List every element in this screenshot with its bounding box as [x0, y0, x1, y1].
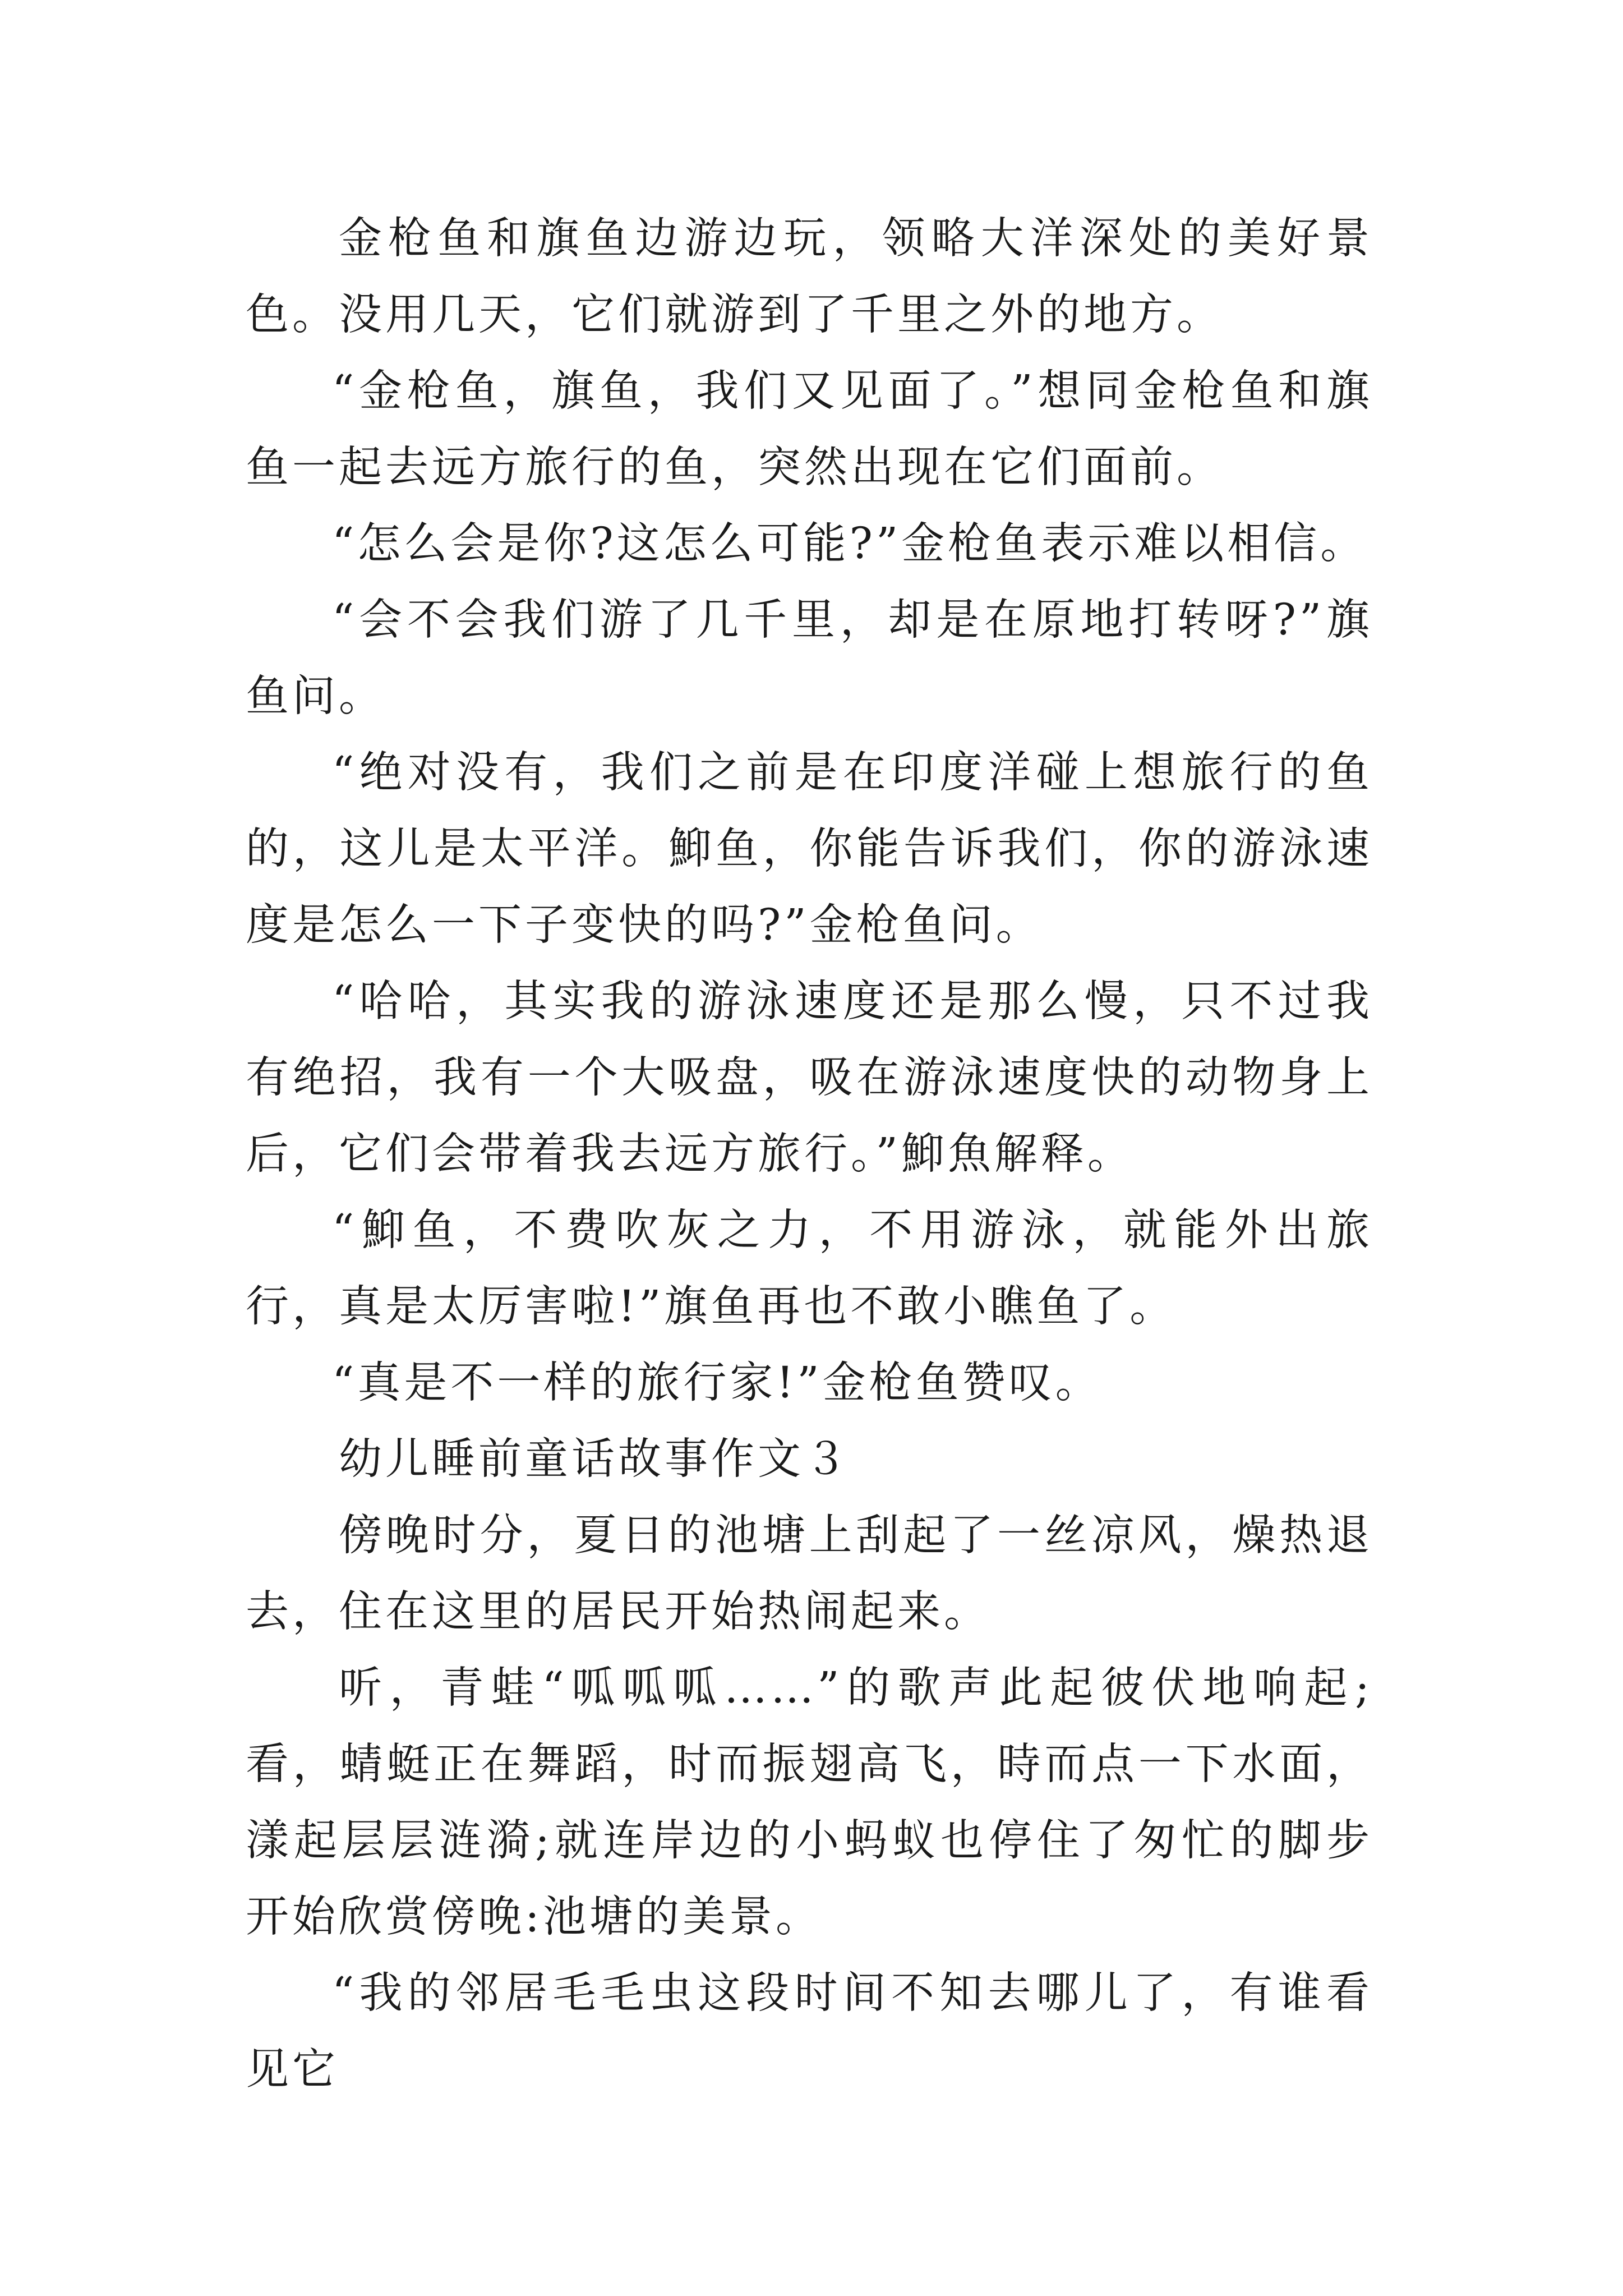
paragraph: 傍晚时分，夏日的池塘上刮起了一丝凉风，燥热退去，住在这里的居民开始热闹起来。: [246, 1511, 1373, 1637]
paragraph: 听，青蛙“呱呱呱……”的歌声此起彼伏地响起;看，蜻蜓正在舞蹈，时而振翅高飞，時而点一下水面，漾起层层涟漪;就连岸边的小蚂蚁也停住了匆忙的脚步开始欣赏傍晚:池塘的美景。: [246, 1663, 1373, 1942]
paragraph: “怎么会是你?这怎么可能?”金枪鱼表示难以相信。: [332, 519, 1367, 569]
paragraph: “鮣鱼，不费吹灰之力，不用游泳，就能外出旅行，真是太厉害啦!”旗鱼再也不敢小瞧鱼了。: [246, 1205, 1373, 1332]
section-heading: 幼儿睡前童话故事作文３: [339, 1434, 851, 1484]
paragraph: “我的邻居毛毛虫这段时间不知去哪儿了，有谁看见它: [246, 1968, 1373, 2095]
paragraph: “金枪鱼，旗鱼，我们又见面了。”想同金枪鱼和旗鱼一起去远方旅行的鱼，突然出现在它们面前。: [246, 366, 1373, 493]
paragraph: “会不会我们游了几千里，却是在原地打转呀?”旗鱼问。: [246, 595, 1373, 721]
paragraph: “真是不一样的旅行家!”金枪鱼赞叹。: [332, 1358, 1102, 1408]
body-text: [246, 201, 1373, 2108]
paragraph: “绝对没有，我们之前是在印度洋碰上想旅行的鱼的，这儿是太平洋。鮣鱼，你能告诉我们，你的游泳速度是怎么一下子变快的吗?”金枪鱼问。: [246, 748, 1373, 950]
paragraph: “哈哈，其实我的游泳速度还是那么慢，只不过我有绝招，我有一个大吸盘，吸在游泳速度快的动物身上后，它们会带着我去远方旅行。”鮣魚解释。: [246, 977, 1373, 1179]
paragraph: 金枪鱼和旗鱼边游边玩，领略大洋深处的美好景色。没用几天，它们就游到了千里之外的地方。: [246, 214, 1373, 340]
